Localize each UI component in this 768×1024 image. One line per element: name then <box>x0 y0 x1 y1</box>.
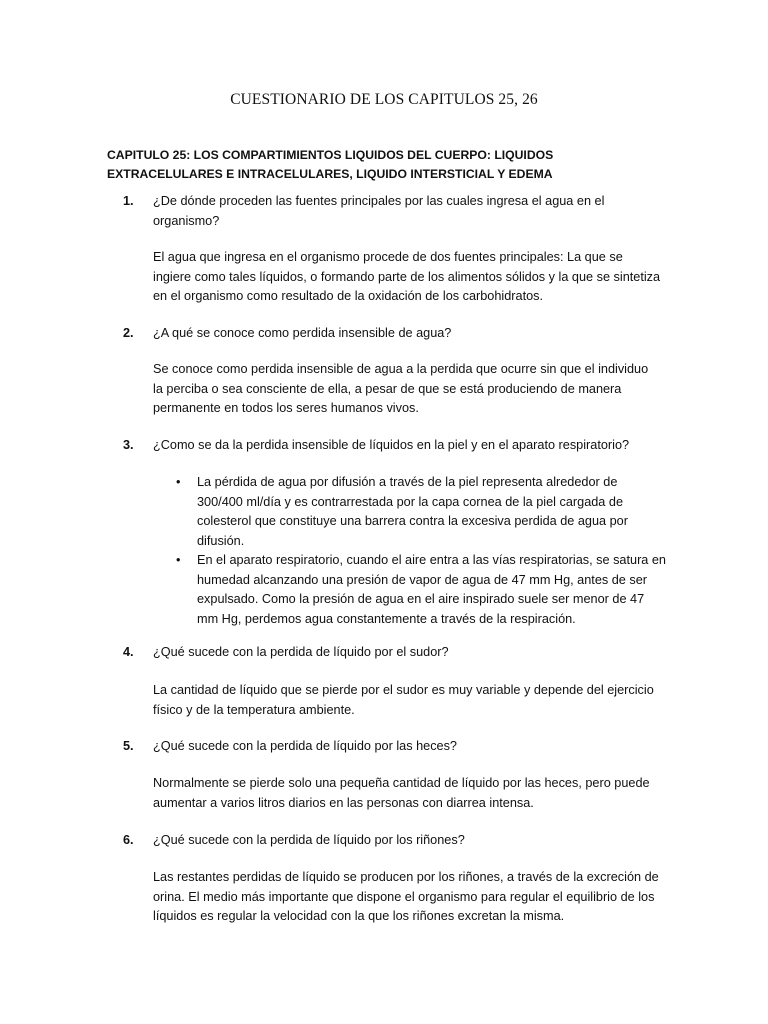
question-text: ¿Qué sucede con la perdida de líquido por el sudor? <box>153 645 449 659</box>
question-number: 4. <box>123 645 134 659</box>
question-number: 5. <box>123 739 134 753</box>
question-text: ¿Qué sucede con la perdida de líquido por los riñones? <box>153 833 465 847</box>
answer-2: Se conoce como perdida insensible de agua a la perdida que ocurre sin que el individuo la perciba o sea consciente de ella, a pesar de que se está produciendo de manera permanente en todos los seres humanos vivos. <box>153 362 649 415</box>
bullet-item-2 <box>176 551 666 629</box>
question-number: 1. <box>123 194 134 208</box>
question-number: 3. <box>123 438 134 452</box>
bullet-dot-icon: • <box>176 475 181 489</box>
bullet-list <box>176 473 666 629</box>
bullet-item-1 <box>176 473 666 551</box>
bullet-text: La pérdida de agua por difusión a través de la piel representa alrededor de 300/400 ml/día y es contrarrestada por la capa cornea de la piel cargada de colesterol que constituye una barrera contra la excesiva perdida de agua por difusión. <box>197 475 628 548</box>
question-number: 2. <box>123 326 134 340</box>
question-text: ¿De dónde proceden las fuentes principales por las cuales ingresa el agua en el organismo? <box>153 194 605 228</box>
answer-6: Las restantes perdidas de líquido se producen por los riñones, a través de la excreción de orina. El medio más importante que dispone el organismo para regular el equilibrio de los líquidos es regular la velocidad con la que los riñones excretan la misma. <box>153 870 659 923</box>
question-text: ¿A qué se conoce como perdida insensible de agua? <box>153 326 452 340</box>
question-number: 6. <box>123 833 134 847</box>
answer-1: El agua que ingresa en el organismo procede de dos fuentes principales: La que se ingiere como tales líquidos, o formando parte de los alimentos sólidos y la que se sintetiza en el organismo como resultado de la oxidación de los carbohidratos. <box>153 250 661 303</box>
question-text: ¿Qué sucede con la perdida de líquido por las heces? <box>153 739 457 753</box>
answer-5: Normalmente se pierde solo una pequeña cantidad de líquido por las heces, pero puede aumentar a varios litros diarios en las personas con diarrea intensa. <box>153 776 650 810</box>
answer-4: La cantidad de líquido que se pierde por el sudor es muy variable y depende del ejercicio físico y de la temperatura ambiente. <box>153 683 654 717</box>
bullet-text: En el aparato respiratorio, cuando el aire entra a las vías respiratorias, se satura en humedad alcanzando una presión de vapor de agua de 47 mm Hg, antes de ser expulsado. Como la presión de agua en el aire inspirado suele ser menor de 47 mm Hg, perdemos agua constantemente a través de la respiración. <box>197 553 666 626</box>
document-title: CUESTIONARIO DE LOS CAPITULOS 25, 26 <box>230 91 538 108</box>
bullet-dot-icon: • <box>176 553 181 567</box>
chapter-heading: CAPITULO 25: LOS COMPARTIMIENTOS LIQUIDOS DEL CUERPO: LIQUIDOS EXTRACELULARES E INTRACELULARES, LIQUIDO INTERSTICIAL Y EDEMA <box>107 148 554 181</box>
question-text: ¿Como se da la perdida insensible de líquidos en la piel y en el aparato respiratorio? <box>153 438 630 452</box>
